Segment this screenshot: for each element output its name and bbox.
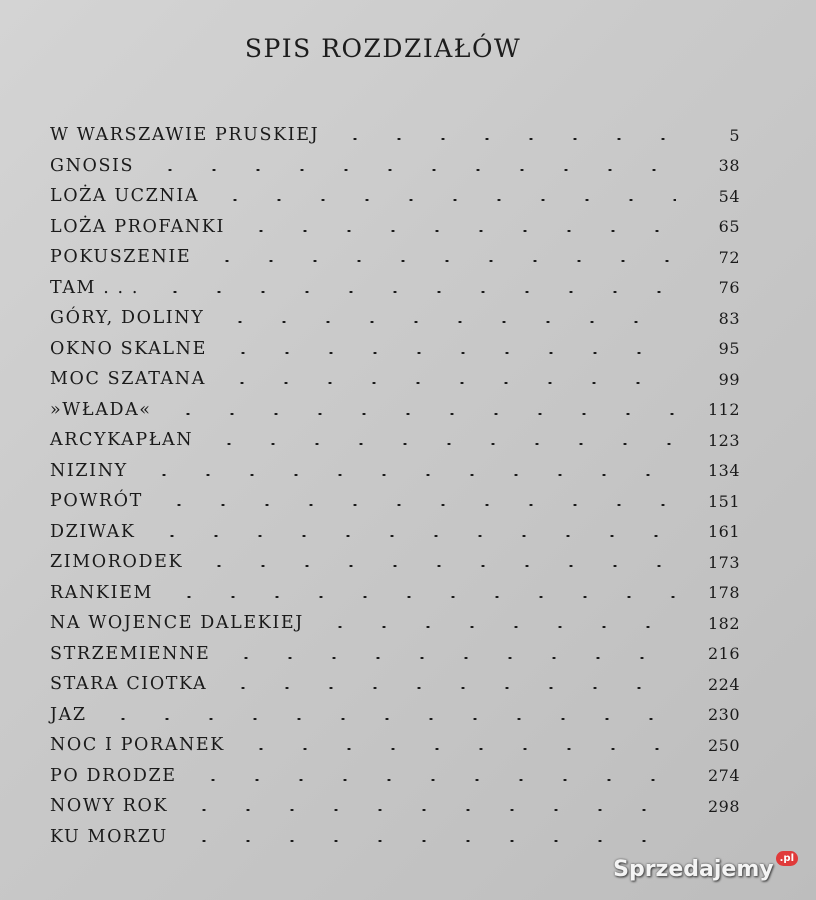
page-number: 224 — [707, 674, 740, 694]
toc-entry — [50, 181, 750, 212]
dot-leader — [205, 260, 676, 262]
page-number: 216 — [707, 644, 740, 664]
dot-leader — [220, 382, 676, 384]
chapter-title: JAZ — [50, 704, 87, 725]
dot-leader — [148, 169, 676, 171]
watermark-text: Sprzedajemy — [613, 857, 774, 882]
page-number: 173 — [707, 552, 740, 572]
chapter-title: GÓRY, DOLINY — [50, 308, 205, 329]
chapter-title: POWRÓT — [50, 491, 143, 512]
page-number: 83 — [718, 308, 740, 328]
chapter-title: NIZINY — [50, 460, 128, 481]
toc-entry — [50, 608, 750, 639]
page-number: 161 — [707, 522, 740, 542]
chapter-title: NOC I PORANEK — [50, 735, 225, 756]
toc-entry — [50, 212, 750, 243]
page-number: 65 — [718, 217, 740, 237]
page-number: 99 — [718, 369, 740, 389]
dot-leader — [224, 657, 676, 659]
dot-leader — [207, 443, 676, 445]
toc-entry — [50, 730, 750, 761]
watermark-badge: .pl — [776, 851, 798, 866]
page-number: 250 — [707, 735, 740, 755]
dot-leader — [142, 474, 676, 476]
toc-entry — [50, 669, 750, 700]
toc-entry — [50, 547, 750, 578]
toc-entry — [50, 425, 750, 456]
chapter-title: STARA CIOTKA — [50, 674, 208, 695]
dot-leader — [166, 413, 676, 415]
dot-leader — [318, 626, 676, 628]
dot-leader — [101, 718, 676, 720]
toc-entry — [50, 334, 750, 365]
chapter-title: GNOSIS — [50, 155, 135, 176]
chapter-title: W WARSZAWIE PRUSKIEJ — [50, 125, 320, 146]
chapter-title: TAM . . . — [50, 277, 140, 298]
chapter-title: RANKIEM — [50, 582, 154, 603]
chapter-title: ZIMORODEK — [50, 552, 184, 573]
chapter-title: DZIWAK — [50, 521, 136, 542]
dot-leader — [191, 779, 676, 781]
page-number: 112 — [707, 400, 740, 420]
chapter-title: POKUSZENIE — [50, 247, 192, 268]
dot-leader — [239, 230, 676, 232]
dot-leader — [157, 504, 676, 506]
chapter-title: ARCYKAPŁAN — [50, 430, 194, 451]
page-number: 5 — [729, 125, 740, 145]
toc-entry — [50, 364, 750, 395]
toc-entry — [50, 151, 750, 182]
dot-leader — [239, 748, 676, 750]
page-number: 38 — [718, 156, 740, 176]
toc-entry — [50, 456, 750, 487]
dot-leader — [182, 809, 676, 811]
chapter-title: NOWY ROK — [50, 796, 169, 817]
toc-entry — [50, 761, 750, 792]
toc-entry — [50, 395, 750, 426]
toc-entry — [50, 486, 750, 517]
dot-leader — [218, 321, 676, 323]
dot-leader — [221, 687, 676, 689]
toc-entry — [50, 303, 750, 334]
chapter-title: KU MORZU — [50, 826, 168, 847]
dot-leader — [213, 199, 676, 201]
toc-entry — [50, 242, 750, 273]
chapter-title: OKNO SKALNE — [50, 338, 207, 359]
dot-leader — [197, 565, 676, 567]
dot-leader — [150, 535, 676, 537]
chapter-title: »WŁADA« — [50, 399, 152, 420]
chapter-title: LOŻA PROFANKI — [50, 216, 225, 237]
page-number: 95 — [718, 339, 740, 359]
page-number: 274 — [707, 766, 740, 786]
toc-entry — [50, 120, 750, 151]
page-number: 123 — [707, 430, 740, 450]
page-number: 182 — [707, 613, 740, 633]
chapter-title: PO DRODZE — [50, 765, 177, 786]
page-number: 151 — [707, 491, 740, 511]
dot-leader — [221, 352, 676, 354]
page-number: 134 — [707, 461, 740, 481]
dot-leader — [182, 840, 676, 842]
page-number: 178 — [707, 583, 740, 603]
dot-leader — [153, 291, 676, 293]
page-number: 298 — [707, 796, 740, 816]
chapter-title: STRZEMIENNE — [50, 643, 211, 664]
toc-entry — [50, 517, 750, 548]
toc-entry — [50, 273, 750, 304]
page-title: SPIS ROZDZIAŁÓW — [244, 34, 522, 63]
dot-leader — [167, 596, 676, 598]
toc-entry — [50, 639, 750, 670]
toc-entry — [50, 822, 750, 853]
chapter-title: MOC SZATANA — [50, 369, 206, 390]
dot-leader — [333, 138, 676, 140]
page-number: 72 — [718, 247, 740, 267]
toc-entry — [50, 700, 750, 731]
toc-entry — [50, 791, 750, 822]
chapter-title: LOŻA UCZNIA — [50, 186, 200, 207]
page-number: 76 — [718, 278, 740, 298]
toc-entry — [50, 578, 750, 609]
watermark-logo — [613, 853, 798, 882]
page-number: 54 — [718, 186, 740, 206]
page-number: 230 — [707, 705, 740, 725]
table-of-contents — [50, 120, 750, 852]
chapter-title: NA WOJENCE DALEKIEJ — [50, 613, 304, 634]
